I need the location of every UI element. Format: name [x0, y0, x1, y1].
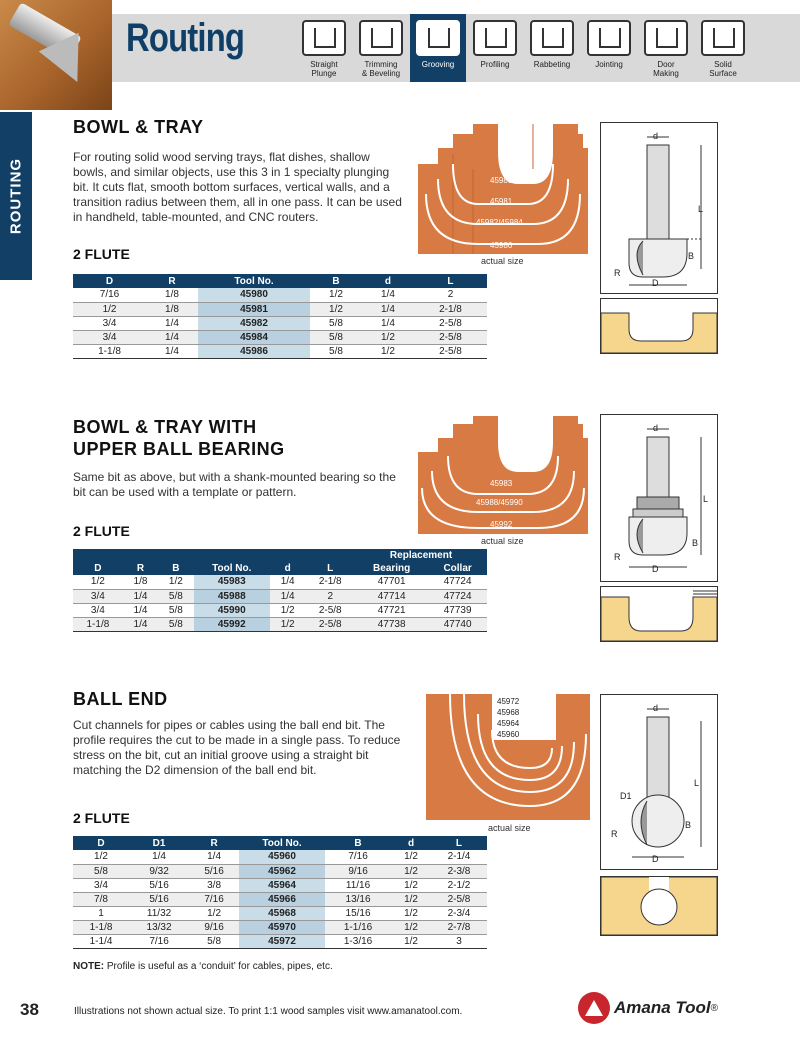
sample-label: 45960: [497, 730, 520, 739]
table-cell: 1/4: [146, 330, 198, 344]
table-cell: 11/32: [129, 906, 189, 920]
tool-number-cell: 45988: [194, 589, 270, 603]
column-header: D1: [129, 836, 189, 850]
cut-profile: [600, 298, 718, 354]
table-cell: 1/4: [362, 302, 414, 316]
table-cell: 1/2: [270, 603, 305, 617]
column-header: R: [123, 561, 158, 575]
tool-number-cell: 45982: [198, 316, 310, 330]
table-cell: 47701: [355, 575, 428, 589]
flute-label: 2 FLUTE: [73, 523, 130, 539]
section-title-bowl-tray-bearing-2: UPPER BALL BEARING: [73, 439, 285, 459]
specs-table-bowl-tray: [73, 274, 487, 359]
table-cell: 2-1/4: [431, 850, 487, 864]
table-cell: 2-5/8: [305, 617, 355, 631]
table-cell: 1/4: [123, 603, 158, 617]
table-cell: 47738: [355, 617, 428, 631]
column-header: D: [73, 561, 123, 575]
table-cell: 47724: [428, 575, 487, 589]
dim-D: D: [652, 564, 659, 574]
category-label: Straight Plunge: [310, 60, 338, 78]
page-title: Routing: [126, 16, 245, 60]
table-cell: 3/4: [73, 878, 129, 892]
page-number: 38: [20, 1000, 39, 1019]
table-row: [73, 920, 487, 934]
table-cell: 1-3/16: [325, 934, 391, 948]
table-cell: 1-1/16: [325, 920, 391, 934]
sample-label: 45980: [490, 176, 513, 185]
column-header: Collar: [428, 561, 487, 575]
sample-label: 45972: [497, 697, 520, 706]
dim-d: d: [653, 703, 659, 713]
table-cell: 2-1/8: [305, 575, 355, 589]
dim-L: L: [698, 204, 704, 214]
table-cell: 1/4: [270, 589, 305, 603]
table-row: [73, 892, 487, 906]
table-cell: 5/8: [158, 603, 193, 617]
table-cell: 7/16: [129, 934, 189, 948]
category-tab-trimming[interactable]: [353, 14, 409, 82]
specs-table-ball-end: [73, 836, 487, 949]
dim-L: L: [703, 494, 709, 504]
ball-end-note: [73, 961, 333, 972]
table-cell: 3/4: [73, 330, 146, 344]
column-header: d: [270, 561, 305, 575]
column-header: L: [431, 836, 487, 850]
note-label: NOTE:: [73, 961, 105, 972]
dim-B: B: [688, 251, 695, 261]
table-cell: 2: [305, 589, 355, 603]
table-cell: 7/16: [189, 892, 239, 906]
table-cell: 9/16: [325, 864, 391, 878]
grooving-icon: [416, 20, 460, 56]
column-header: B: [325, 836, 391, 850]
table-header-row: [73, 561, 487, 575]
dim-L: L: [694, 778, 700, 788]
footer-text: Illustrations not shown actual size. To print 1:1 wood samples visit www.amanatool.com.: [74, 1006, 463, 1017]
table-cell: 1/4: [146, 344, 198, 358]
tool-number-cell: 45990: [194, 603, 270, 617]
table-cell: 47739: [428, 603, 487, 617]
column-header: d: [391, 836, 431, 850]
category-tab-profiling[interactable]: [467, 14, 523, 82]
table-cell: 1-1/8: [73, 344, 146, 358]
table-cell: 2-7/8: [431, 920, 487, 934]
table-cell: 1/4: [362, 316, 414, 330]
tool-number-cell: 45992: [194, 617, 270, 631]
tool-number-cell: 45966: [239, 892, 325, 906]
flute-label: 2 FLUTE: [73, 810, 130, 826]
category-tab-grooving[interactable]: [410, 14, 466, 82]
dim-d: d: [653, 423, 659, 433]
table-cell: 1/2: [362, 344, 414, 358]
tool-number-cell: 45970: [239, 920, 325, 934]
table-row: [73, 906, 487, 920]
table-row: [73, 288, 487, 302]
column-header: Tool No.: [239, 836, 325, 850]
specs-table-bowl-tray-bearing: [73, 549, 487, 632]
table-cell: 1/4: [146, 316, 198, 330]
table-row: [73, 617, 487, 631]
category-label: Grooving: [421, 60, 455, 69]
sample-label: 45992: [490, 520, 513, 529]
table-cell: 1-1/8: [73, 617, 123, 631]
actual-size-caption: actual size: [488, 823, 531, 833]
wood-sample-bowl-tray: [418, 124, 588, 254]
table-row: [73, 864, 487, 878]
sample-label: 45968: [497, 708, 520, 717]
sample-label: 45964: [497, 719, 520, 728]
trimming-icon: [359, 20, 403, 56]
section-description: For routing solid wood serving trays, flat dishes, shallow bowls, and similar objects, use this 3 in 1 specialty plunging bit. It cuts flat, smooth bottom surfaces, vertical walls, and a transition radius between them, all in one pass. It can be used in handheld, table-mounted, and CNC routers.: [73, 150, 402, 224]
tool-number-cell: 45981: [198, 302, 310, 316]
tool-number-cell: 45972: [239, 934, 325, 948]
table-row: [73, 850, 487, 864]
wood-sample-bowl-tray-bearing: [418, 416, 588, 534]
side-tab-label: ROUTING: [7, 157, 25, 235]
sample-label: 45983: [490, 479, 513, 488]
column-header: Bearing: [355, 561, 428, 575]
table-cell: 15/16: [325, 906, 391, 920]
tool-number-cell: 45980: [198, 288, 310, 302]
table-cell: 1/4: [123, 589, 158, 603]
table-row: [73, 316, 487, 330]
dim-D: D: [652, 854, 659, 864]
table-cell: 3: [431, 934, 487, 948]
category-label: Jointing: [595, 60, 623, 69]
sample-label: 45988/45990: [476, 498, 523, 507]
table-cell: 47724: [428, 589, 487, 603]
table-cell: 2: [414, 288, 487, 302]
bit-diagram-ball-end: [600, 694, 718, 870]
tool-number-cell: 45968: [239, 906, 325, 920]
table-group-header: Replacement: [355, 549, 487, 561]
category-tab-rabbeting[interactable]: [524, 14, 580, 82]
cut-profile-bearing: [600, 586, 718, 642]
table-cell: 3/4: [73, 589, 123, 603]
table-cell: 13/16: [325, 892, 391, 906]
profiling-icon: [473, 20, 517, 56]
category-tab-solid-surface[interactable]: [695, 14, 751, 82]
table-row: [73, 330, 487, 344]
cut-profile-ball-end: [600, 876, 718, 936]
router-bit-photo: [0, 0, 112, 110]
table-cell: 1/2: [73, 850, 129, 864]
table-cell: 1/4: [189, 850, 239, 864]
table-cell: 1/8: [123, 575, 158, 589]
dim-D1: D1: [620, 791, 632, 801]
table-cell: 5/8: [310, 344, 362, 358]
table-cell: 2-3/4: [431, 906, 487, 920]
table-row: [73, 603, 487, 617]
tool-number-cell: 45960: [239, 850, 325, 864]
table-cell: 47740: [428, 617, 487, 631]
table-row: [73, 302, 487, 316]
table-cell: 5/16: [129, 892, 189, 906]
table-cell: 1/2: [391, 934, 431, 948]
dim-B: B: [685, 820, 692, 830]
column-header: R: [146, 274, 198, 288]
category-nav: [296, 14, 752, 82]
table-cell: 5/8: [310, 316, 362, 330]
tool-number-cell: 45964: [239, 878, 325, 892]
jointing-icon: [587, 20, 631, 56]
table-cell: 9/16: [189, 920, 239, 934]
table-cell: 2-1/8: [414, 302, 487, 316]
table-cell: 1/2: [310, 288, 362, 302]
category-label: Rabbeting: [533, 60, 571, 69]
registered-mark: ®: [710, 1002, 719, 1014]
table-cell: 5/16: [189, 864, 239, 878]
table-cell: 1/8: [146, 288, 198, 302]
table-cell: 1/8: [146, 302, 198, 316]
table-cell: 1/4: [270, 575, 305, 589]
table-cell: 5/8: [158, 589, 193, 603]
table-cell: 1/2: [362, 330, 414, 344]
actual-size-caption: actual size: [481, 256, 524, 266]
amana-logo-icon: [578, 992, 610, 1024]
table-cell: 9/32: [129, 864, 189, 878]
table-cell: 1/2: [73, 302, 146, 316]
column-header: D: [73, 836, 129, 850]
table-header-row: [73, 274, 487, 288]
table-cell: 7/8: [73, 892, 129, 906]
table-cell: 5/8: [158, 617, 193, 631]
section-description: Same bit as above, but with a shank-mounted bearing so the bit can be used with a template or pattern.: [73, 470, 396, 499]
table-cell: 1/2: [391, 878, 431, 892]
section-title-bowl-tray-bearing-1: BOWL & TRAY WITH: [73, 417, 257, 437]
table-cell: 2-1/2: [431, 878, 487, 892]
solid-surface-icon: [701, 20, 745, 56]
table-cell: 1/4: [362, 288, 414, 302]
dim-R: R: [611, 829, 618, 839]
table-cell: 1/2: [270, 617, 305, 631]
table-header-row: [73, 836, 487, 850]
table-row: [73, 344, 487, 358]
table-cell: 2-5/8: [431, 892, 487, 906]
table-cell: 5/8: [73, 864, 129, 878]
tool-number-cell: 45986: [198, 344, 310, 358]
tool-number-cell: 45962: [239, 864, 325, 878]
note-text: Profile is useful as a ‘conduit’ for cables, pipes, etc.: [104, 961, 333, 972]
table-cell: 1/4: [129, 850, 189, 864]
side-section-tab: [0, 112, 32, 280]
table-cell: 2-5/8: [305, 603, 355, 617]
category-tab-straight-plunge[interactable]: [296, 14, 352, 82]
category-tab-jointing[interactable]: [581, 14, 637, 82]
column-header: Tool No.: [194, 561, 270, 575]
column-header: B: [158, 561, 193, 575]
table-cell: 1/2: [391, 892, 431, 906]
column-header: L: [414, 274, 487, 288]
table-cell: 1/2: [391, 864, 431, 878]
table-cell: 1/2: [158, 575, 193, 589]
category-tab-door-making[interactable]: [638, 14, 694, 82]
dim-D: D: [652, 278, 659, 288]
table-row: [73, 575, 487, 589]
table-cell: 5/8: [189, 934, 239, 948]
table-cell: 5/8: [310, 330, 362, 344]
table-cell: 47721: [355, 603, 428, 617]
table-cell: 3/4: [73, 603, 123, 617]
dim-B: B: [692, 538, 699, 548]
table-cell: 1-1/4: [73, 934, 129, 948]
column-header: Tool No.: [198, 274, 310, 288]
sample-label: 45981: [490, 197, 513, 206]
table-group-header-row: [73, 549, 487, 561]
section-title-ball-end: BALL END: [73, 689, 168, 709]
table-cell: 2-5/8: [414, 330, 487, 344]
tool-number-cell: 45984: [198, 330, 310, 344]
table-cell: 1/2: [189, 906, 239, 920]
column-header: D: [73, 274, 146, 288]
column-header: B: [310, 274, 362, 288]
table-row: [73, 934, 487, 948]
sample-label: 45982/45984: [476, 218, 523, 227]
dim-d: d: [653, 131, 659, 141]
brand-name: Amana Tool: [614, 998, 711, 1017]
table-row: [73, 589, 487, 603]
category-label: Solid Surface: [709, 60, 737, 78]
column-header: L: [305, 561, 355, 575]
actual-size-caption: actual size: [481, 536, 524, 546]
table-cell: 2-5/8: [414, 316, 487, 330]
rabbeting-icon: [530, 20, 574, 56]
table-cell: 11/16: [325, 878, 391, 892]
category-label: Door Making: [653, 60, 679, 78]
table-cell: 1/2: [391, 850, 431, 864]
table-cell: 3/8: [189, 878, 239, 892]
table-cell: 1/2: [391, 920, 431, 934]
section-description: Cut channels for pipes or cables using the ball end bit. The profile requires the cut to be made in a single pass. To reduce stress on the bit, cut an initial groove using a straight bit matching the D2 dimension of the ball end bit.: [73, 718, 401, 777]
dim-R: R: [614, 552, 621, 562]
table-cell: 3/4: [73, 316, 146, 330]
straight-plunge-icon: [302, 20, 346, 56]
table-cell: 1: [73, 906, 129, 920]
table-cell: 2-5/8: [414, 344, 487, 358]
table-cell: 1/4: [123, 617, 158, 631]
table-cell: 1-1/8: [73, 920, 129, 934]
column-header: R: [189, 836, 239, 850]
table-cell: 1/2: [391, 906, 431, 920]
page-header: [0, 0, 800, 110]
flute-label: 2 FLUTE: [73, 246, 130, 262]
table-cell: 13/32: [129, 920, 189, 934]
sample-label: 45986: [490, 241, 513, 250]
section-title-bowl-tray: BOWL & TRAY: [73, 117, 204, 137]
category-label: Profiling: [480, 60, 510, 69]
table-cell: 7/16: [73, 288, 146, 302]
brand-logo: [578, 992, 718, 1024]
tool-number-cell: 45983: [194, 575, 270, 589]
table-cell: 1/2: [310, 302, 362, 316]
table-row: [73, 878, 487, 892]
table-cell: 2-3/8: [431, 864, 487, 878]
table-cell: 7/16: [325, 850, 391, 864]
column-header: d: [362, 274, 414, 288]
dim-R: R: [614, 268, 621, 278]
table-cell: 5/16: [129, 878, 189, 892]
door-making-icon: [644, 20, 688, 56]
category-label: Trimming & Beveling: [361, 60, 401, 78]
table-cell: 47714: [355, 589, 428, 603]
table-cell: 1/2: [73, 575, 123, 589]
